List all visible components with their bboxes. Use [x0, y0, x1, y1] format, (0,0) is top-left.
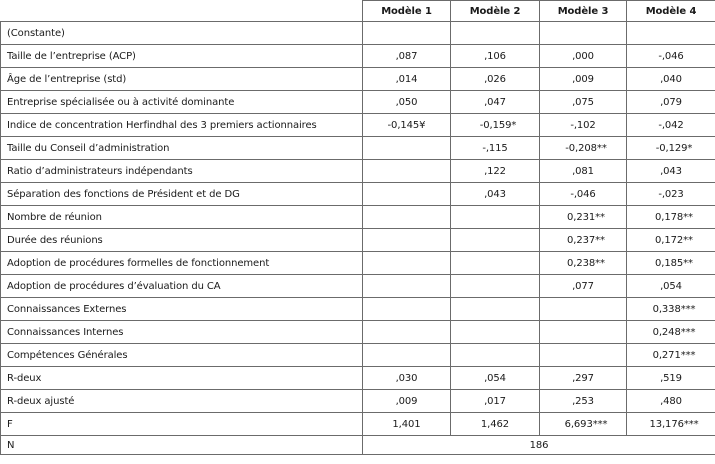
header-corner-cell	[1, 1, 363, 22]
cell-model-3: ,253	[540, 390, 627, 413]
table-row	[1, 206, 715, 229]
row-label: Ratio d’administrateurs indépendants	[1, 160, 363, 183]
cell-model-4: 0,338***	[627, 298, 715, 321]
header-model-2: Modèle 2	[451, 1, 540, 22]
row-label: Taille du Conseil d’administration	[1, 137, 363, 160]
row-label: R-deux	[1, 367, 363, 390]
cell-model-2	[451, 22, 540, 45]
row-label: (Constante)	[1, 22, 363, 45]
cell-model-1: ,050	[363, 91, 451, 114]
cell-model-2	[451, 275, 540, 298]
cell-model-4: ,043	[627, 160, 715, 183]
cell-model-3: 6,693***	[540, 413, 627, 436]
cell-model-2: ,054	[451, 367, 540, 390]
cell-model-3: ,000	[540, 45, 627, 68]
sample-size-value: 186	[363, 436, 715, 455]
row-label: Nombre de réunion	[1, 206, 363, 229]
cell-model-1: -0,145¥	[363, 114, 451, 137]
row-label: Durée des réunions	[1, 229, 363, 252]
cell-model-1	[363, 252, 451, 275]
cell-model-4: 0,248***	[627, 321, 715, 344]
table-row	[1, 275, 715, 298]
cell-model-1	[363, 321, 451, 344]
cell-model-3: ,009	[540, 68, 627, 91]
cell-model-4: 0,271***	[627, 344, 715, 367]
row-label: F	[1, 413, 363, 436]
cell-model-1: ,014	[363, 68, 451, 91]
cell-model-1: ,087	[363, 45, 451, 68]
header-model-1: Modèle 1	[363, 1, 451, 22]
cell-model-1	[363, 229, 451, 252]
row-label: Connaissances Externes	[1, 298, 363, 321]
row-label: Entreprise spécialisée ou à activité dominante	[1, 91, 363, 114]
cell-model-3	[540, 22, 627, 45]
header-row	[1, 1, 715, 22]
row-label: N	[1, 436, 363, 455]
cell-model-2: -0,159*	[451, 114, 540, 137]
cell-model-4: 13,176***	[627, 413, 715, 436]
cell-model-1	[363, 275, 451, 298]
cell-model-1	[363, 137, 451, 160]
cell-model-3: -,046	[540, 183, 627, 206]
table-row	[1, 114, 715, 137]
table-body	[1, 22, 715, 455]
cell-model-2: ,017	[451, 390, 540, 413]
table-row	[1, 321, 715, 344]
cell-model-3	[540, 344, 627, 367]
cell-model-2: ,026	[451, 68, 540, 91]
table-row	[1, 137, 715, 160]
row-label: Adoption de procédures formelles de fonctionnement	[1, 252, 363, 275]
cell-model-2	[451, 298, 540, 321]
cell-model-1	[363, 160, 451, 183]
cell-model-3	[540, 298, 627, 321]
sample-size-row	[1, 436, 715, 455]
row-label: Âge de l’entreprise (std)	[1, 68, 363, 91]
cell-model-4: ,040	[627, 68, 715, 91]
cell-model-2: ,122	[451, 160, 540, 183]
table-row	[1, 22, 715, 45]
cell-model-4: ,480	[627, 390, 715, 413]
table-row	[1, 390, 715, 413]
cell-model-2	[451, 344, 540, 367]
cell-model-4: -,023	[627, 183, 715, 206]
row-label: Indice de concentration Herfindhal des 3 premiers actionnaires	[1, 114, 363, 137]
table-row	[1, 68, 715, 91]
table-row	[1, 413, 715, 436]
header-model-4: Modèle 4	[627, 1, 715, 22]
cell-model-4: 0,185**	[627, 252, 715, 275]
cell-model-3	[540, 321, 627, 344]
table-row	[1, 229, 715, 252]
cell-model-3: -,102	[540, 114, 627, 137]
cell-model-1	[363, 344, 451, 367]
cell-model-3: 0,238**	[540, 252, 627, 275]
cell-model-1	[363, 206, 451, 229]
cell-model-2	[451, 252, 540, 275]
cell-model-3: ,081	[540, 160, 627, 183]
cell-model-4	[627, 22, 715, 45]
table-row	[1, 183, 715, 206]
cell-model-1: 1,401	[363, 413, 451, 436]
row-label: Connaissances Internes	[1, 321, 363, 344]
cell-model-4: -,046	[627, 45, 715, 68]
row-label: Compétences Générales	[1, 344, 363, 367]
cell-model-1: ,009	[363, 390, 451, 413]
table-row	[1, 252, 715, 275]
row-label: Séparation des fonctions de Président et de DG	[1, 183, 363, 206]
cell-model-2	[451, 229, 540, 252]
header-model-3: Modèle 3	[540, 1, 627, 22]
cell-model-4: 0,178**	[627, 206, 715, 229]
cell-model-2	[451, 206, 540, 229]
cell-model-3: ,075	[540, 91, 627, 114]
cell-model-1: ,030	[363, 367, 451, 390]
cell-model-3: 0,231**	[540, 206, 627, 229]
cell-model-1	[363, 298, 451, 321]
cell-model-3: ,077	[540, 275, 627, 298]
table-row	[1, 45, 715, 68]
cell-model-3: ,297	[540, 367, 627, 390]
table-row	[1, 298, 715, 321]
cell-model-2: ,106	[451, 45, 540, 68]
cell-model-4: -0,129*	[627, 137, 715, 160]
cell-model-3: -0,208**	[540, 137, 627, 160]
cell-model-2: 1,462	[451, 413, 540, 436]
cell-model-1	[363, 22, 451, 45]
cell-model-4: ,079	[627, 91, 715, 114]
row-label: Taille de l’entreprise (ACP)	[1, 45, 363, 68]
cell-model-1	[363, 183, 451, 206]
cell-model-2: -,115	[451, 137, 540, 160]
cell-model-4: ,519	[627, 367, 715, 390]
cell-model-2: ,043	[451, 183, 540, 206]
table-row	[1, 91, 715, 114]
table-row	[1, 160, 715, 183]
table-row	[1, 367, 715, 390]
cell-model-4: ,054	[627, 275, 715, 298]
cell-model-2: ,047	[451, 91, 540, 114]
cell-model-4: 0,172**	[627, 229, 715, 252]
cell-model-4: -,042	[627, 114, 715, 137]
cell-model-2	[451, 321, 540, 344]
table-row	[1, 344, 715, 367]
row-label: Adoption de procédures d’évaluation du CA	[1, 275, 363, 298]
cell-model-3: 0,237**	[540, 229, 627, 252]
row-label: R-deux ajusté	[1, 390, 363, 413]
